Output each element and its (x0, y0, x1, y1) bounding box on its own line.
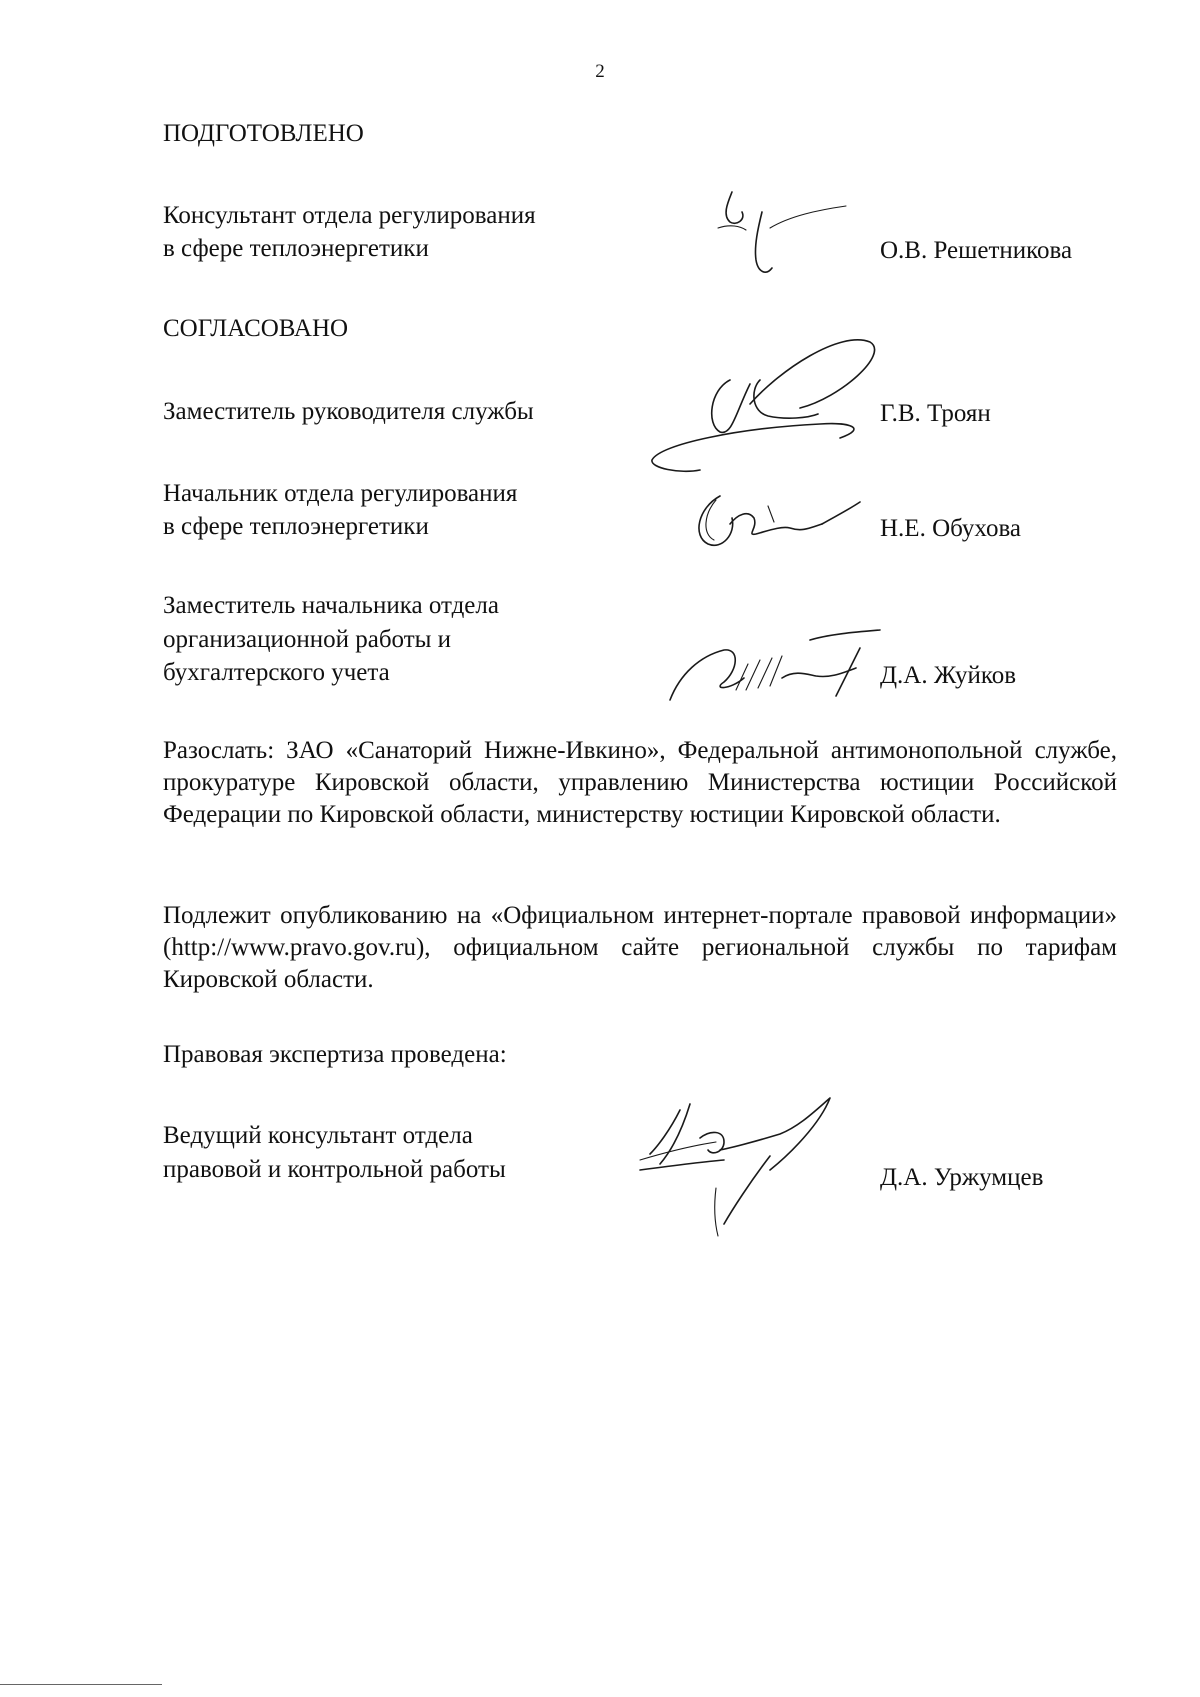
signer-name: Н.Е. Обухова (880, 515, 1022, 542)
signer-title-line: в сфере теплоэнергетики (163, 513, 429, 540)
signature (690, 488, 870, 558)
signer-title-line: организационной работы и (163, 626, 452, 653)
signer-name: Д.А. Уржумцев (880, 1164, 1044, 1191)
signer-name: Д.А. Жуйков (880, 662, 1017, 689)
signer-name: О.В. Решетникова (880, 237, 1073, 264)
prepared-heading: ПОДГОТОВЛЕНО (163, 120, 364, 147)
distribution-list: Разослать: ЗАО «Санаторий Нижне-Ивкино», Федеральной антимонопольной службе, прокуратуре Кировской области, управлению Министерства юстиции Российской Федерации по Кировской области, министерству юстиции Кировской области. (163, 737, 1117, 828)
signature (660, 620, 900, 710)
signer-title-line: Консультант отдела регулирования (163, 202, 536, 229)
signature (620, 1090, 840, 1240)
page-number: 2 (595, 61, 605, 82)
signature (700, 180, 860, 290)
signature (640, 320, 890, 510)
signer-title-line: Ведущий консультант отдела (163, 1122, 473, 1149)
signer-title-line: в сфере теплоэнергетики (163, 235, 429, 262)
signer-title-line: Заместитель руководителя службы (163, 398, 534, 425)
signer-name: Г.В. Троян (880, 400, 991, 427)
signer-title-line: Начальник отдела регулирования (163, 480, 518, 507)
signer-title-line: правовой и контрольной работы (163, 1156, 506, 1183)
bottom-rule (0, 1684, 162, 1685)
legal-review-heading: Правовая экспертиза проведена: (163, 1041, 507, 1068)
signer-title-line: Заместитель начальника отдела (163, 592, 499, 619)
publication-note: Подлежит опубликованию на «Официальном интернет-портале правовой информации» (http://www.pravo.gov.ru), официальном сайте региональной службы по тарифам Кировской области. (163, 902, 1117, 993)
signer-title-line: бухгалтерского учета (163, 659, 390, 686)
approved-heading: СОГЛАСОВАНО (163, 315, 349, 342)
